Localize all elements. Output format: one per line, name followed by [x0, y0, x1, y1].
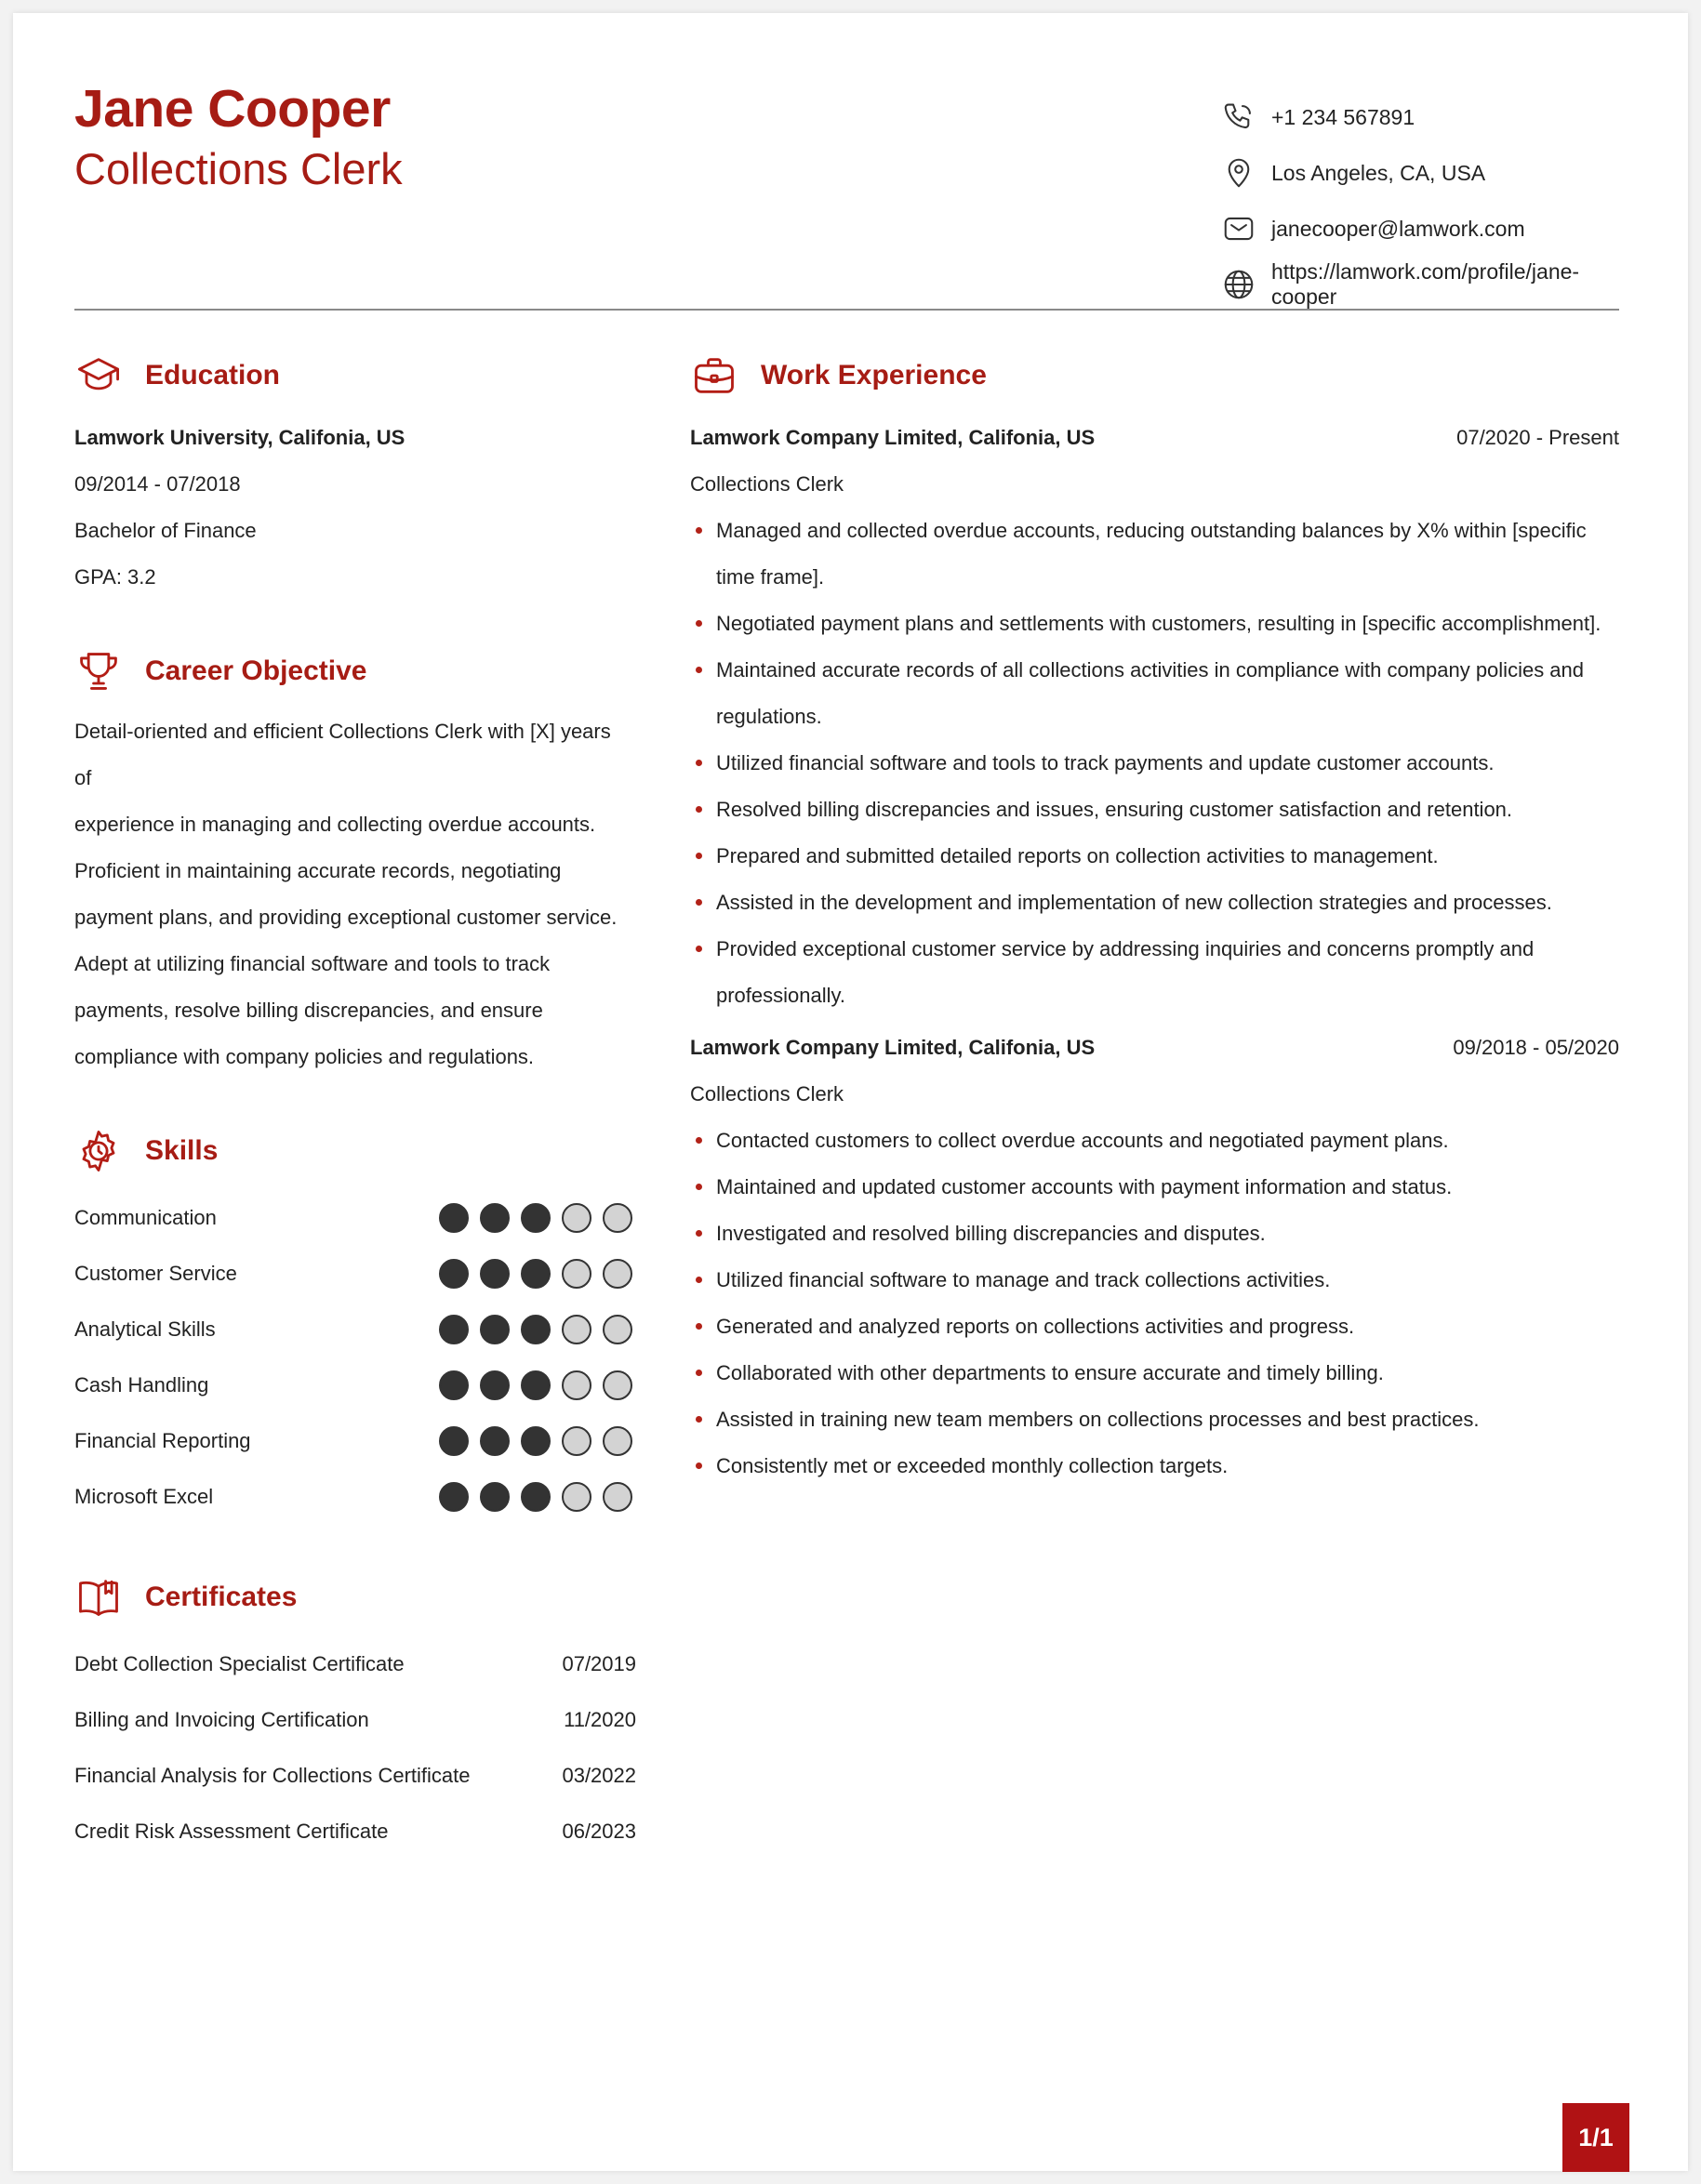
objective-title: Career Objective — [145, 655, 367, 686]
objective-line: Detail-oriented and efficient Collections Clerk with [X] years of — [74, 720, 611, 789]
skill-name: Customer Service — [74, 1262, 237, 1285]
job-header — [690, 415, 1619, 461]
skill-row — [74, 1302, 636, 1357]
skill-row — [74, 1190, 636, 1246]
rating-dot-empty — [562, 1315, 591, 1344]
experience-title: Work Experience — [761, 360, 987, 390]
job-bullets — [690, 1118, 1619, 1489]
job-header — [690, 1025, 1619, 1071]
briefcase-icon — [690, 351, 738, 400]
rating-dot-filled — [521, 1315, 551, 1344]
skill-rating — [439, 1259, 632, 1289]
phone-icon — [1221, 99, 1256, 135]
skill-rating — [439, 1315, 632, 1344]
certificate-row — [74, 1748, 636, 1804]
experience-heading — [690, 348, 1619, 404]
rating-dot-empty — [562, 1203, 591, 1233]
job-company: Lamwork Company Limited, Califonia, US — [690, 426, 1096, 449]
skills-list — [74, 1190, 632, 1525]
rating-dot-filled — [521, 1370, 551, 1400]
rating-dot-filled — [480, 1315, 510, 1344]
rating-dot-empty — [603, 1426, 632, 1456]
website-text[interactable]: https://lamwork.com/profile/jane-cooper — [1271, 259, 1580, 309]
education-school: Lamwork University, Califonia, US — [74, 426, 405, 449]
education-title: Education — [145, 360, 281, 390]
page-indicator[interactable]: 1/1 — [1562, 2103, 1629, 2172]
job-bullet: Prepared and submitted detailed reports on collection activities to management. — [690, 833, 1619, 880]
job-bullet: Collaborated with other departments to ensure accurate and timely billing. — [690, 1350, 1619, 1396]
rating-dot-filled — [480, 1203, 510, 1233]
job-bullet: Assisted in the development and implementation of new collection strategies and processes. — [690, 880, 1619, 926]
rating-dot-filled — [439, 1370, 469, 1400]
skill-rating — [439, 1370, 632, 1400]
job-dates: 07/2020 - Present — [1456, 426, 1619, 449]
rating-dot-filled — [439, 1259, 469, 1289]
objective-line: Adept at utilizing financial software and tools to track — [74, 952, 551, 975]
globe-icon — [1221, 267, 1256, 302]
location-pin-icon — [1221, 155, 1256, 191]
objective-heading — [74, 643, 632, 699]
contact-phone — [1221, 89, 1619, 145]
rating-dot-empty — [603, 1482, 632, 1512]
certificate-row — [74, 1636, 636, 1692]
skills-title: Skills — [145, 1135, 219, 1166]
rating-dot-empty — [603, 1259, 632, 1289]
gear-icon — [74, 1127, 123, 1175]
job-position: Collections Clerk — [690, 472, 844, 496]
certificate-name: Debt Collection Specialist Certificate — [74, 1652, 405, 1675]
contact-location — [1221, 145, 1619, 201]
job-bullet: Provided exceptional customer service by addressing inquiries and concerns promptly and professionally. — [690, 926, 1619, 1019]
job-bullet: Managed and collected overdue accounts, reducing outstanding balances by X% within [specific time frame]. — [690, 508, 1619, 601]
job-bullet: Utilized financial software and tools to track payments and update customer accounts. — [690, 740, 1619, 787]
rating-dot-filled — [480, 1370, 510, 1400]
skill-row — [74, 1469, 636, 1525]
skill-rating — [439, 1426, 632, 1456]
left-column — [74, 348, 636, 1860]
certificate-date: 07/2019 — [562, 1652, 636, 1675]
rating-dot-empty — [562, 1370, 591, 1400]
rating-dot-filled — [521, 1482, 551, 1512]
education-gpa: GPA: 3.2 — [74, 565, 156, 589]
rating-dot-filled — [439, 1315, 469, 1344]
certificate-name: Credit Risk Assessment Certificate — [74, 1820, 389, 1843]
job-bullet: Investigated and resolved billing discrepancies and disputes. — [690, 1211, 1619, 1257]
skill-row — [74, 1413, 636, 1469]
rating-dot-empty — [603, 1370, 632, 1400]
rating-dot-empty — [603, 1315, 632, 1344]
skill-rating — [439, 1203, 632, 1233]
objective-line: payments, resolve billing discrepancies, and ensure — [74, 999, 543, 1022]
certificate-date: 03/2022 — [562, 1764, 636, 1787]
skill-name: Financial Reporting — [74, 1429, 251, 1452]
certificates-title: Certificates — [145, 1582, 298, 1612]
job-bullet: Consistently met or exceeded monthly collection targets. — [690, 1443, 1619, 1489]
job-bullet: Assisted in training new team members on collections processes and best practices. — [690, 1396, 1619, 1443]
certificate-row — [74, 1804, 636, 1860]
candidate-role: Collections Clerk — [74, 144, 403, 193]
education-dates: 09/2014 - 07/2018 — [74, 472, 241, 496]
job-bullet: Resolved billing discrepancies and issues, ensuring customer satisfaction and retention. — [690, 787, 1619, 833]
phone-text: +1 234 567891 — [1271, 104, 1415, 129]
education-entry — [74, 415, 632, 601]
certificate-name: Financial Analysis for Collections Certificate — [74, 1764, 471, 1787]
book-icon — [74, 1573, 123, 1621]
job-bullet: Utilized financial software to manage and track collections activities. — [690, 1257, 1619, 1304]
rating-dot-filled — [480, 1482, 510, 1512]
job-bullet: Contacted customers to collect overdue accounts and negotiated payment plans. — [690, 1118, 1619, 1164]
rating-dot-empty — [562, 1482, 591, 1512]
rating-dot-filled — [521, 1426, 551, 1456]
rating-dot-filled — [480, 1259, 510, 1289]
skill-name: Analytical Skills — [74, 1317, 216, 1341]
objective-line: compliance with company policies and regulations. — [74, 1045, 535, 1068]
objective-line: experience in managing and collecting overdue accounts. — [74, 813, 596, 836]
certificates-heading — [74, 1569, 632, 1625]
contact-list — [1221, 89, 1619, 312]
experience-list — [690, 415, 1619, 1489]
rating-dot-filled — [439, 1482, 469, 1512]
rating-dot-filled — [439, 1203, 469, 1233]
skills-heading — [74, 1123, 632, 1179]
contact-email — [1221, 201, 1619, 257]
objective-line: payment plans, and providing exceptional customer service. — [74, 906, 618, 929]
skill-name: Cash Handling — [74, 1373, 209, 1396]
job-dates: 09/2018 - 05/2020 — [1453, 1036, 1619, 1059]
job-bullets — [690, 508, 1619, 1019]
certificate-date: 06/2023 — [562, 1820, 636, 1843]
skill-row — [74, 1357, 636, 1413]
job-position: Collections Clerk — [690, 1082, 844, 1105]
mail-icon — [1221, 211, 1256, 246]
rating-dot-empty — [603, 1203, 632, 1233]
right-column — [690, 348, 1619, 1489]
candidate-name: Jane Cooper — [74, 79, 391, 139]
education-degree: Bachelor of Finance — [74, 519, 257, 542]
location-text: Los Angeles, CA, USA — [1271, 160, 1486, 185]
trophy-icon — [74, 647, 123, 695]
certificate-name: Billing and Invoicing Certification — [74, 1708, 369, 1731]
job-bullet: Maintained and updated customer accounts with payment information and status. — [690, 1164, 1619, 1211]
job-bullet: Maintained accurate records of all collections activities in compliance with company policies and regulations. — [690, 647, 1619, 740]
rating-dot-filled — [521, 1203, 551, 1233]
objective-text — [74, 708, 632, 1080]
skill-name: Communication — [74, 1206, 217, 1229]
skill-row — [74, 1246, 636, 1302]
job-bullet: Negotiated payment plans and settlements with customers, resulting in [specific accomplishment]. — [690, 601, 1619, 647]
rating-dot-filled — [521, 1259, 551, 1289]
rating-dot-filled — [439, 1426, 469, 1456]
certificate-date: 11/2020 — [564, 1708, 636, 1731]
job-entry — [690, 415, 1619, 1019]
graduation-cap-icon — [74, 351, 123, 400]
certificates-list — [74, 1636, 636, 1860]
resume-header — [74, 71, 1619, 311]
job-company: Lamwork Company Limited, Califonia, US — [690, 1036, 1096, 1059]
rating-dot-empty — [562, 1426, 591, 1456]
job-entry — [690, 1025, 1619, 1489]
skill-name: Microsoft Excel — [74, 1485, 214, 1508]
skill-rating — [439, 1482, 632, 1512]
rating-dot-empty — [562, 1259, 591, 1289]
certificate-row — [74, 1692, 636, 1748]
email-text[interactable]: janecooper@lamwork.com — [1271, 216, 1525, 241]
objective-line: Proficient in maintaining accurate records, negotiating — [74, 859, 562, 882]
education-heading — [74, 348, 632, 404]
contact-website — [1221, 257, 1619, 312]
job-bullet: Generated and analyzed reports on collections activities and progress. — [690, 1304, 1619, 1350]
rating-dot-filled — [480, 1426, 510, 1456]
resume-page — [13, 13, 1688, 2171]
